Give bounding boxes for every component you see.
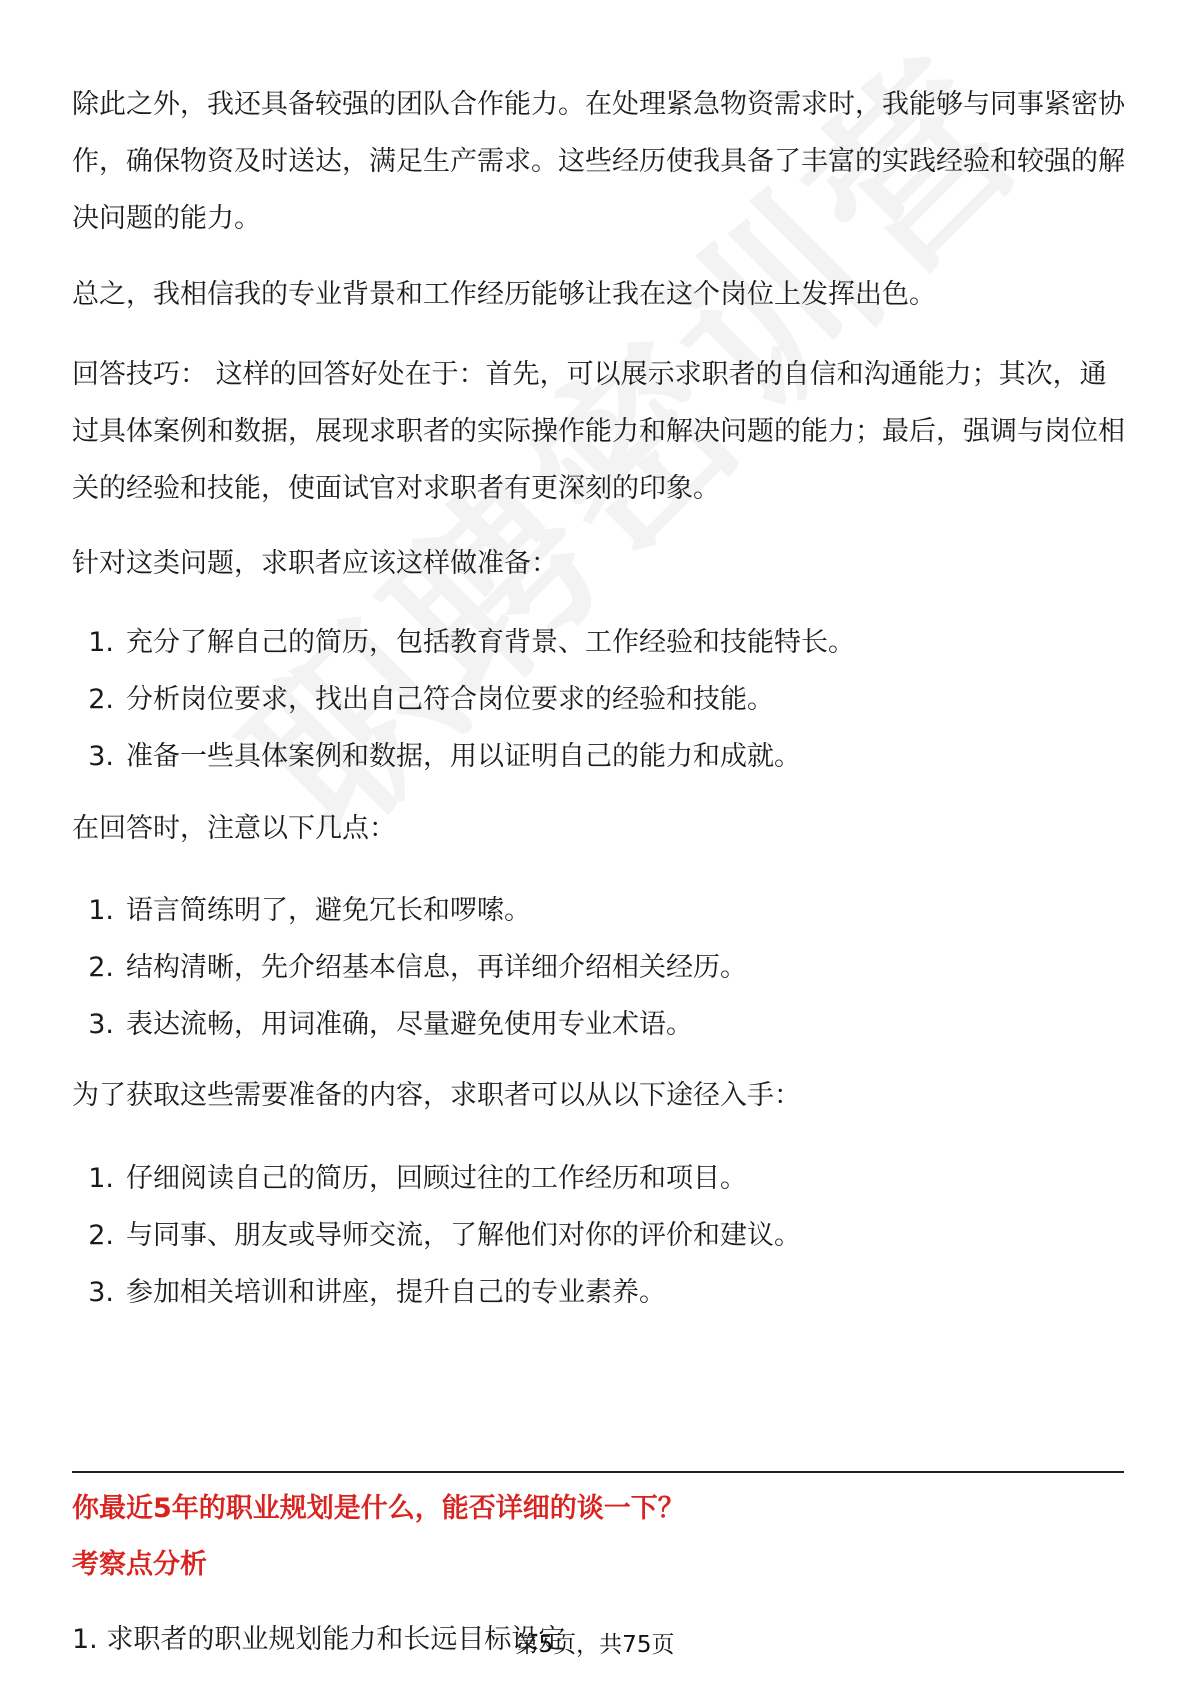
list-item	[72, 996, 1132, 1053]
list-number: 3.	[88, 1009, 114, 1040]
list-text: 表达流畅，用词准确，尽量避免使用专业术语。	[126, 1009, 693, 1040]
list-number: 1.	[88, 1163, 114, 1194]
cut-off-text: 1. 求职者的职业规划能力和长远目标设定	[72, 1624, 566, 1655]
paragraph-teamwork: 除此之外，我还具备较强的团队合作能力。在处理紧急物资需求时，我能够与同事紧密协作，确保物资及时送达，满足生产需求。这些经历使我具备了丰富的实践经验和较强的解决问题的能力。	[72, 89, 1125, 234]
list-text: 仔细阅读自己的简历，回顾过往的工作经历和项目。	[126, 1163, 747, 1194]
paragraph-prep-intro: 针对这类问题，求职者应该这样做准备：	[72, 548, 558, 579]
question-title: 你最近5年的职业规划是什么，能否详细的谈一下？	[72, 1493, 685, 1524]
list-item	[72, 1264, 1132, 1321]
list-number: 3.	[88, 741, 114, 772]
paragraph-answer-tips: 回答技巧： 这样的回答好处在于：首先，可以展示求职者的自信和沟通能力；其次，通过具体案例和数据，展现求职者的实际操作能力和解决问题的能力；最后，强调与岗位相关的经验和技能，使面试官对求职者有更深刻的印象。	[72, 359, 1125, 504]
prep-list	[72, 614, 1132, 785]
section-divider	[72, 1471, 1124, 1473]
list-item	[72, 614, 1132, 671]
list-item	[72, 939, 1132, 996]
list-text: 分析岗位要求，找出自己符合岗位要求的经验和技能。	[126, 684, 774, 715]
list-text: 结构清晰，先介绍基本信息，再详细介绍相关经历。	[126, 952, 747, 983]
list-text: 充分了解自己的简历，包括教育背景、工作经验和技能特长。	[126, 627, 855, 658]
page-number: 第5页，共75页	[515, 1632, 675, 1658]
list-item	[72, 1150, 1132, 1207]
question-subtitle: 考察点分析	[72, 1549, 207, 1580]
sources-list	[72, 1150, 1132, 1321]
paragraph-sources-intro: 为了获取这些需要准备的内容，求职者可以从以下途径入手：	[72, 1080, 801, 1111]
list-number: 3.	[88, 1277, 114, 1308]
list-item	[72, 1207, 1132, 1264]
answer-notes-list	[72, 882, 1132, 1053]
list-text: 准备一些具体案例和数据，用以证明自己的能力和成就。	[126, 741, 801, 772]
list-number: 2.	[88, 684, 114, 715]
list-number: 1.	[88, 895, 114, 926]
list-text: 语言简练明了，避免冗长和啰嗦。	[126, 895, 531, 926]
list-item	[72, 728, 1132, 785]
list-item	[72, 882, 1132, 939]
paragraph-answer-notes-intro: 在回答时，注意以下几点：	[72, 813, 396, 844]
list-number: 2.	[88, 952, 114, 983]
list-text: 参加相关培训和讲座，提升自己的专业素养。	[126, 1277, 666, 1308]
list-text: 与同事、朋友或导师交流，了解他们对你的评价和建议。	[126, 1220, 801, 1251]
list-number: 2.	[88, 1220, 114, 1251]
list-number: 1.	[88, 627, 114, 658]
paragraph-summary: 总之，我相信我的专业背景和工作经历能够让我在这个岗位上发挥出色。	[72, 279, 936, 310]
list-item	[72, 671, 1132, 728]
